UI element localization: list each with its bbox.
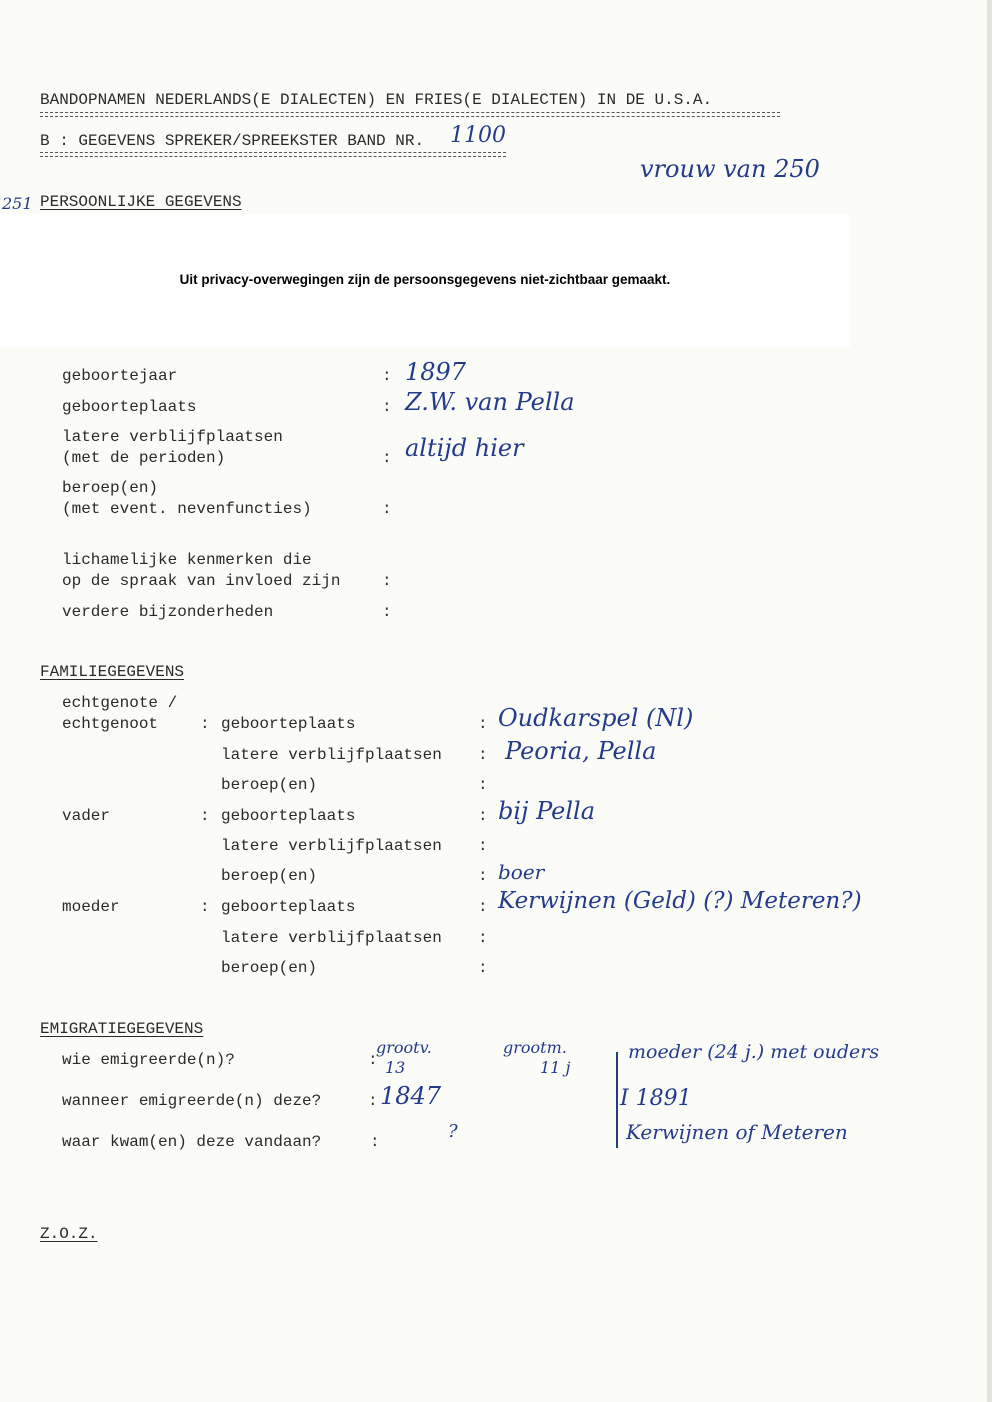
label-beroep: beroep(en) [221,776,318,794]
colon: : [368,1051,378,1069]
document-title: BANDOPNAMEN NEDERLANDS(E DIALECTEN) EN FRIES(E DIALECTEN) IN DE U.S.A. [40,91,713,109]
label-echtgenote: echtgenote / [62,694,178,712]
privacy-redaction-box [0,214,850,348]
margin-note: 251 [2,194,33,213]
colon: : [478,867,488,885]
colon: : [370,1133,380,1151]
label-geboortejaar: geboortejaar [62,367,178,385]
value-grootmoeder: grootm. [503,1038,567,1057]
section-heading-familie: FAMILIEGEGEVENS [40,663,185,681]
colon: : [478,746,488,764]
label-geboorteplaats: geboorteplaats [221,898,356,916]
colon: : [478,898,488,916]
colon: : [200,807,210,825]
colon: : [478,715,488,733]
label-beroep: beroep(en) [221,959,318,977]
label-lichamelijke-kenmerken: lichamelijke kenmerken die [62,551,312,569]
value-moeder-geboorteplaats: Kerwijnen (Geld) (?) Meteren?) [498,888,862,914]
label-wie-emigreerde: wie emigreerde(n)? [62,1051,235,1069]
value-wanneer: 1847 [380,1082,442,1110]
note-moeder-met-ouders: moeder (24 j.) met ouders [628,1041,880,1063]
label-met-perioden: (met de perioden) [62,449,226,467]
colon: : [200,898,210,916]
colon: : [382,449,392,467]
colon: : [382,500,392,518]
label-verdere-bijzonderheden: verdere bijzonderheden [62,603,274,621]
footer-zoz: Z.O.Z. [40,1225,98,1243]
colon: : [382,398,392,416]
label-latere-verblijfplaatsen: latere verblijfplaatsen [221,837,442,855]
value-echtgenoot-latere: Peoria, Pella [505,737,657,765]
note-kerwijnen-of-meteren: Kerwijnen of Meteren [626,1120,848,1144]
colon: : [478,929,488,947]
colon: : [478,807,488,825]
page-edge [987,0,992,1402]
colon: : [200,715,210,733]
label-wanneer-emigreerde: wanneer emigreerde(n) deze? [62,1092,322,1110]
document-subtitle: B : GEGEVENS SPREKER/SPREEKSTER BAND NR. [40,132,425,150]
label-geboorteplaats: geboorteplaats [62,398,197,416]
label-latere-verblijfplaatsen: latere verblijfplaatsen [221,929,442,947]
section-heading-emigratie: EMIGRATIEGEGEVENS [40,1020,204,1038]
colon: : [382,572,392,590]
label-latere-verblijfplaatsen: latere verblijfplaatsen [221,746,442,764]
value-waar-vandaan: ? [448,1121,458,1142]
label-waar-vandaan: waar kwam(en) deze vandaan? [62,1133,322,1151]
colon: : [478,776,488,794]
band-number: 1100 [450,123,506,148]
colon: : [382,603,392,621]
label-latere-verblijfplaatsen: latere verblijfplaatsen [62,428,283,446]
colon: : [478,837,488,855]
label-beroep: beroep(en) [62,479,159,497]
value-vader-beroep: boer [498,860,545,884]
value-grootmoeder-leeftijd: 11 j [540,1058,571,1077]
label-spraak-invloed: op de spraak van invloed zijn [62,572,341,590]
title-underline [40,112,780,113]
colon: : [478,959,488,977]
label-moeder: moeder [62,898,120,916]
label-nevenfuncties: (met event. nevenfuncties) [62,500,312,518]
note-jaar: I 1891 [620,1086,692,1111]
note-vrouw-van: vrouw van 250 [640,155,820,183]
value-grootvader-leeftijd: 13 [385,1058,406,1077]
privacy-notice: Uit privacy-overwegingen zijn de persoonsgegevens niet-zichtbaar gemaakt. [179,272,671,287]
label-beroep: beroep(en) [221,867,318,885]
value-geboortejaar: 1897 [405,358,467,386]
handwritten-bracket [616,1052,618,1148]
label-vader: vader [62,807,111,825]
colon: : [368,1092,378,1110]
colon: : [382,367,392,385]
value-latere-verblijfplaatsen: altijd hier [405,434,524,462]
section-heading-persoonlijk: PERSOONLIJKE GEGEVENS [40,193,242,211]
label-echtgenoot: echtgenoot [62,715,159,733]
value-echtgenoot-geboorteplaats: Oudkarspel (Nl) [498,704,694,732]
value-geboorteplaats: Z.W. van Pella [405,388,575,416]
label-geboorteplaats: geboorteplaats [221,807,356,825]
label-geboorteplaats: geboorteplaats [221,715,356,733]
value-vader-geboorteplaats: bij Pella [498,797,596,825]
subtitle-underline [40,152,506,153]
value-grootvader: grootv. [376,1038,432,1057]
